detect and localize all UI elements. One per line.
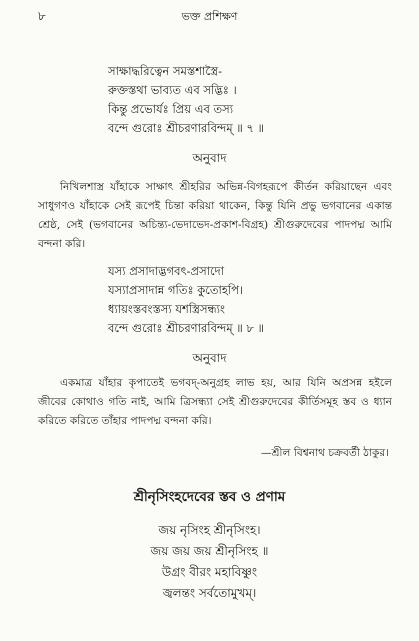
mantra-block xyxy=(0,520,419,604)
running-title: ভক্ত প্রশিক্ষণ xyxy=(181,10,238,23)
paragraph-text: নিখিলশাস্ত্র যাঁহাকে সাক্ষাৎ শ্রীহরির অভিন্ন-বিগহরূপে কীর্তন করিয়াছেন এবং সাধুগণও যাঁহাকে সেই রূপেই চিন্তা করিয়া থাকেন, কিন্তু যিনি প্রভু ভগবানের একান্ত শ্রেষ্ঠ, সেই (ভগবানের অচিন্ত্য-ভেদাভেদ-প্রকাশ-বিগ্রহ) শ্রীগুরুদেবের পাদপদ্ম আমি বন্দনা করি। xyxy=(38,181,392,250)
translation-paragraph xyxy=(38,374,392,431)
section-title: শ্রীনৃসিংহদেবের স্তব ও প্রণাম xyxy=(133,489,286,505)
verse-line: রুক্তস্তথা ভাব্যত এব সদ্ভিঃ । xyxy=(108,83,237,97)
mantra-line: জয় জয় জয় শ্রীনৃসিংহ ॥ xyxy=(150,544,269,558)
page-number: ৮ xyxy=(38,9,46,23)
author-signature: —শ্রীল বিশ্বনাথ চক্রবর্তী ঠাকুর। xyxy=(260,447,389,459)
verse-8 xyxy=(108,262,264,338)
page-header xyxy=(0,8,419,24)
mantra-line: উগ্রং বীরং মহাবিষ্ণুং xyxy=(161,565,258,579)
verse-line: বন্দে গুরোঃ শ্রীচরণারবিন্দম্ ॥ ৭ ॥ xyxy=(108,121,265,135)
translation-paragraph xyxy=(38,178,392,254)
verse-line: কিন্তু প্রভোর্যঃ প্রিয় এব তস্য xyxy=(108,102,234,116)
verse-line: যস্যাপ্রসাদান্ন গতিঃ কুতোহপি। xyxy=(108,283,244,297)
mantra-line: জয় নৃসিংহ শ্রীনৃসিংহ। xyxy=(158,523,261,537)
translation-heading: অনুবাদ xyxy=(192,151,227,165)
paragraph-text: একমাত্র যাঁহার কৃপাতেই ভগবদ্-অনুগ্রহ লাভ হয়, আর যিনি অপ্রসন্ন হইলে জীবের কোথাও গতি নাই, আমি ত্রিসন্ধ্যা সেই শ্রীগুরুদেবের কীর্তিসমূহ স্তব ও ধ্যান করিতে করিতে তাঁহার পাদপদ্ম বন্দনা করি। xyxy=(38,377,392,427)
translation-heading: অনুবাদ xyxy=(192,351,227,365)
mantra-line: জ্বলন্তং সর্বতোমুখম্। xyxy=(162,586,257,600)
verse-line: বন্দে গুরোঃ শ্রীচরণারবিন্দম্ ॥ ৮ ॥ xyxy=(108,321,265,335)
verse-7 xyxy=(108,62,264,138)
verse-line: যস্য প্রসাদাদ্ভগবৎ-প্রসাদো xyxy=(108,264,225,278)
verse-line: সাক্ষাদ্ধরিত্বেন সমস্তশাস্ত্রৈ- xyxy=(108,64,222,78)
verse-line: ধ্যায়ংস্তবংস্তস্য যশস্ত্রিসন্ধ্যং xyxy=(108,302,225,316)
